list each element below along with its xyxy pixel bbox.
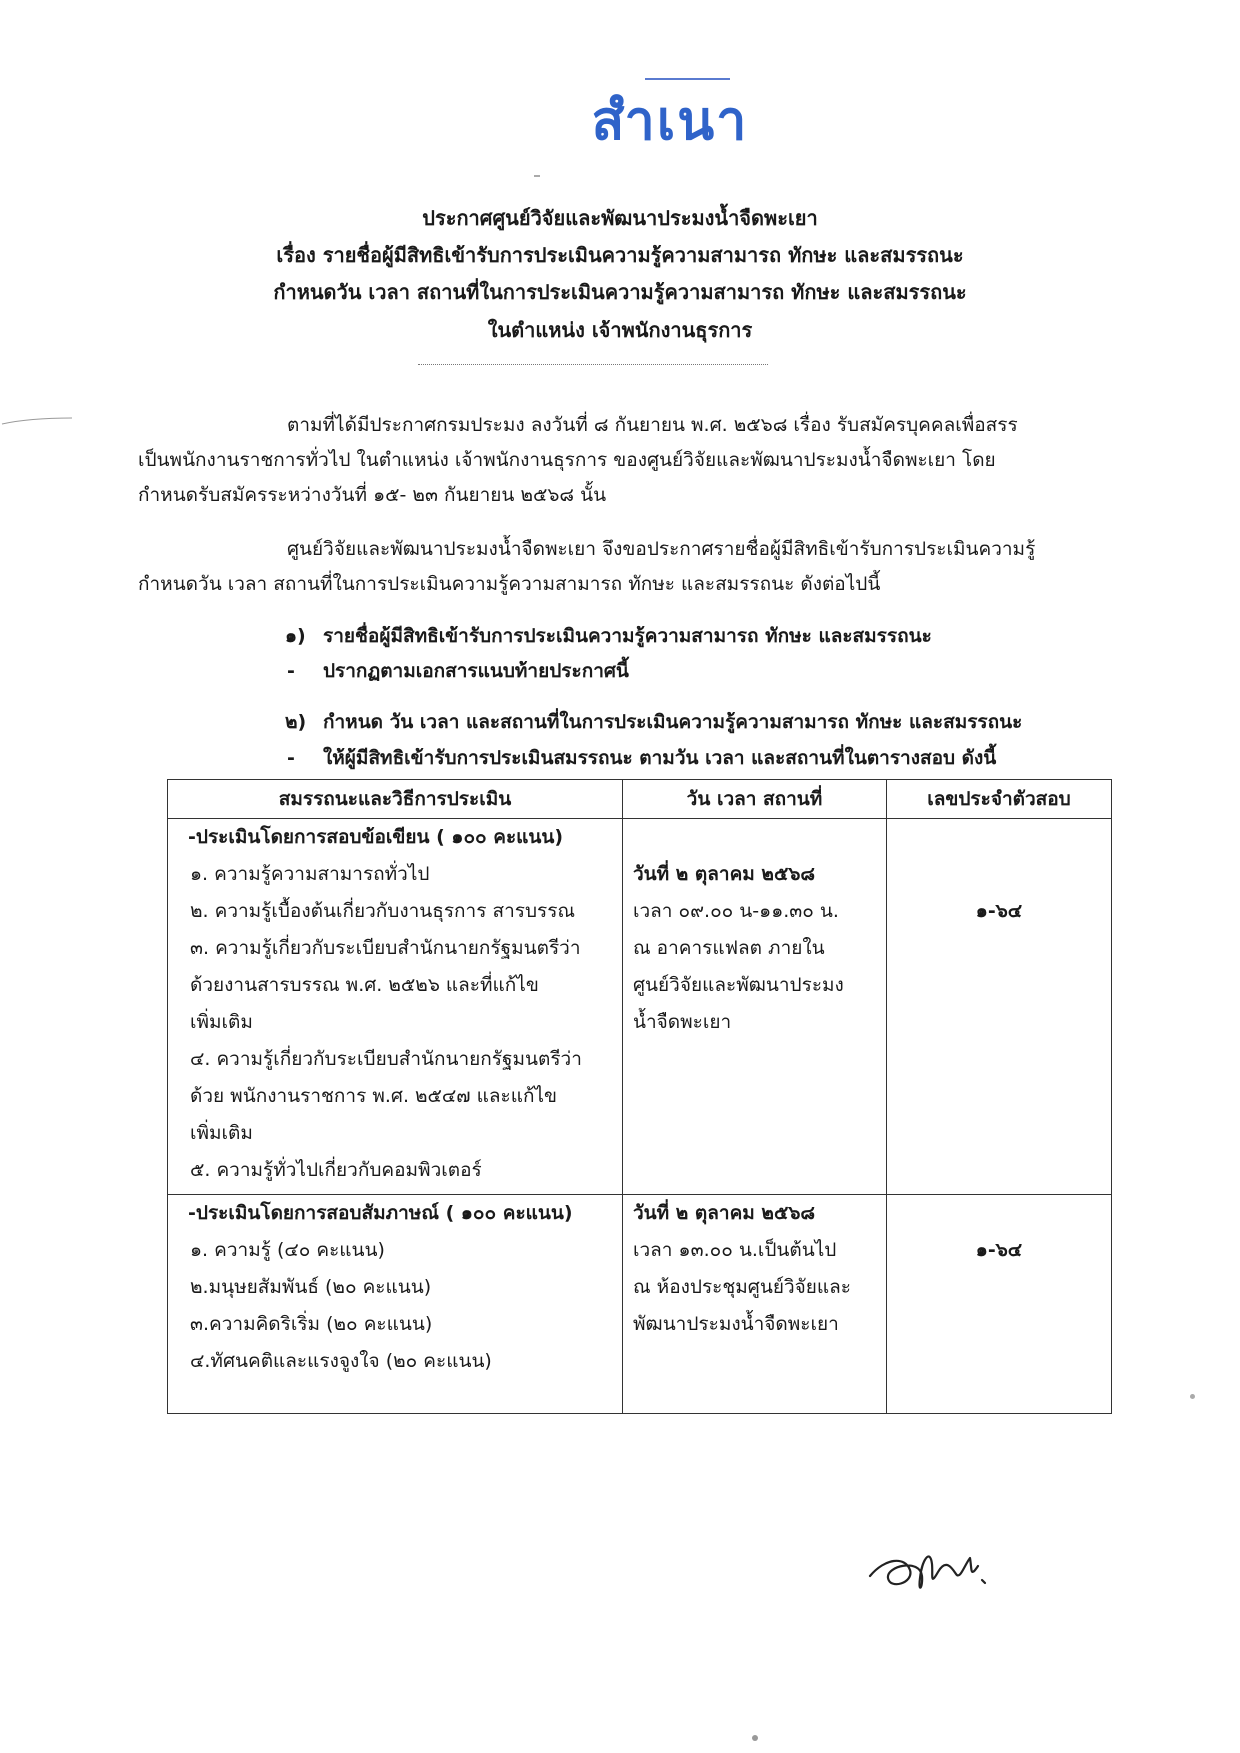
subject-line-2: กำหนดวัน เวลา สถานที่ในการประเมินความรู้ความสามารถ ทักษะ และสมรรถนะ <box>273 280 967 304</box>
datetime-place-cell <box>623 819 887 1195</box>
item-2-sub: ให้ผู้มีสิทธิเข้ารับการประเมินสมรรถนะ ตามวัน เวลา และสถานที่ในตารางสอบ ดังนี้ <box>323 747 997 769</box>
method-line: ด้วย พนักงานราชการ พ.ศ. ๒๕๔๗ และแก้ไข <box>190 1085 558 1107</box>
stamp-text: สำเนา <box>591 89 749 152</box>
table-header-row <box>168 780 1112 819</box>
table-row <box>168 819 1112 1195</box>
exam-detail-line: ณ อาคารแฟลต ภายใน <box>633 937 825 959</box>
item-1-text: รายชื่อผู้มีสิทธิเข้ารับการประเมินความรู้ความสามารถ ทักษะ และสมรรถนะ <box>323 625 932 647</box>
method-line: ๔. ความรู้เกี่ยวกับระเบียบสำนักนายกรัฐมนตรีว่า <box>190 1048 582 1070</box>
exam-detail-line: เวลา ๐๙.๐๐ น-๑๑.๓๐ น. <box>633 900 839 922</box>
method-line: เพิ่มเติม <box>190 1122 253 1144</box>
copy-stamp <box>585 78 755 158</box>
method-line: ๓.ความคิดริเริ่ม (๒๐ คะแนน) <box>190 1313 433 1335</box>
subject-line: เรื่อง รายชื่อผู้มีสิทธิเข้ารับการประเมินความรู้ความสามารถ ทักษะ และสมรรถนะ <box>276 243 964 267</box>
method-line: ๕. ความรู้ทั่วไปเกี่ยวกับคอมพิวเตอร์ <box>190 1159 482 1181</box>
exam-id-cell <box>887 1195 1112 1414</box>
paragraph-1-line-3: กำหนดรับสมัครระหว่างวันที่ ๑๕- ๒๓ กันยายน ๒๕๖๘ นั้น <box>138 484 607 506</box>
method-line: ด้วยงานสารบรรณ พ.ศ. ๒๕๒๖ และที่แก้ไข <box>190 974 539 996</box>
exam-detail-line: เวลา ๑๓.๐๐ น.เป็นต้นไป <box>633 1239 837 1261</box>
method-cell <box>168 819 623 1195</box>
item-2-dash: - <box>287 747 295 769</box>
header-exam-id: เลขประจำตัวสอบ <box>887 780 1112 819</box>
item-2-number: ๒) <box>285 711 307 733</box>
item-2-text: กำหนด วัน เวลา และสถานที่ในการประเมินความรู้ความสามารถ ทักษะ และสมรรถนะ <box>323 711 1023 733</box>
item-1-dash: - <box>287 660 295 682</box>
signature-icon <box>860 1528 1040 1608</box>
scan-speck <box>534 175 540 177</box>
paragraph-2-line-2: กำหนดวัน เวลา สถานที่ในการประเมินความรู้ความสามารถ ทักษะ และสมรรถนะ ดังต่อไปนี้ <box>138 573 881 595</box>
method-title: -ประเมินโดยการสอบข้อเขียน ( ๑๐๐ คะแนน) <box>188 826 564 848</box>
method-line: ๒. ความรู้เบื้องต้นเกี่ยวกับงานธุรการ สารบรรณ <box>190 900 576 922</box>
datetime-place-cell <box>623 1195 887 1414</box>
exam-date: วันที่ ๒ ตุลาคม ๒๕๖๘ <box>633 1202 816 1224</box>
item-1-number: ๑) <box>285 625 306 647</box>
scan-mark-icon <box>0 410 80 430</box>
announcement-title: ประกาศศูนย์วิจัยและพัฒนาประมงน้ำจืดพะเยา <box>422 206 818 230</box>
method-line: เพิ่มเติม <box>190 1011 253 1033</box>
exam-id-cell <box>887 819 1112 1195</box>
exam-detail-line: น้ำจืดพะเยา <box>633 1011 732 1033</box>
paragraph-1-line-2: เป็นพนักงานราชการทั่วไป ในตำแหน่ง เจ้าพนักงานธุรการ ของศูนย์วิจัยและพัฒนาประมงน้ำจืดพะเยา โดย <box>138 449 996 471</box>
exam-date: วันที่ ๒ ตุลาคม ๒๕๖๘ <box>633 863 816 885</box>
method-line: ๑. ความรู้ (๔๐ คะแนน) <box>190 1239 385 1261</box>
method-line: ๓. ความรู้เกี่ยวกับระเบียบสำนักนายกรัฐมนตรีว่า <box>190 937 581 959</box>
header-datetime-place: วัน เวลา สถานที่ <box>623 780 887 819</box>
method-line: ๑. ความรู้ความสามารถทั่วไป <box>190 863 430 885</box>
exam-id-range: ๑-๖๔ <box>975 900 1023 922</box>
scan-speck <box>1190 1394 1195 1399</box>
paragraph-2-line-1: ศูนย์วิจัยและพัฒนาประมงน้ำจืดพะเยา จึงขอประกาศรายชื่อผู้มีสิทธิเข้ารับการประเมินความรู้ <box>287 538 1036 560</box>
stamp-overline <box>645 78 730 80</box>
header-competency: สมรรถนะและวิธีการประเมิน <box>168 780 623 819</box>
exam-id-range: ๑-๖๔ <box>975 1239 1023 1261</box>
exam-detail-line: พัฒนาประมงน้ำจืดพะเยา <box>633 1313 839 1335</box>
position-line: ในตำแหน่ง เจ้าพนักงานธุรการ <box>487 318 753 342</box>
paragraph-1-line-1: ตามที่ได้มีประกาศกรมประมง ลงวันที่ ๘ กันยายน พ.ศ. ๒๕๖๘ เรื่อง รับสมัครบุคคลเพื่อสรร <box>287 414 1018 436</box>
method-cell <box>168 1195 623 1414</box>
method-line: ๔.ทัศนคติและแรงจูงใจ (๒๐ คะแนน) <box>190 1350 492 1372</box>
method-line: ๒.มนุษยสัมพันธ์ (๒๐ คะแนน) <box>190 1276 432 1298</box>
scan-speck <box>752 1735 758 1741</box>
heading-divider <box>418 364 768 365</box>
exam-schedule-table <box>167 779 1112 1414</box>
item-1-sub: ปรากฏตามเอกสารแนบท้ายประกาศนี้ <box>323 660 629 682</box>
table-row <box>168 1195 1112 1414</box>
method-title: -ประเมินโดยการสอบสัมภาษณ์ ( ๑๐๐ คะแนน) <box>188 1202 573 1224</box>
exam-detail-line: ณ ห้องประชุมศูนย์วิจัยและ <box>633 1276 851 1298</box>
exam-detail-line: ศูนย์วิจัยและพัฒนาประมง <box>633 974 844 996</box>
